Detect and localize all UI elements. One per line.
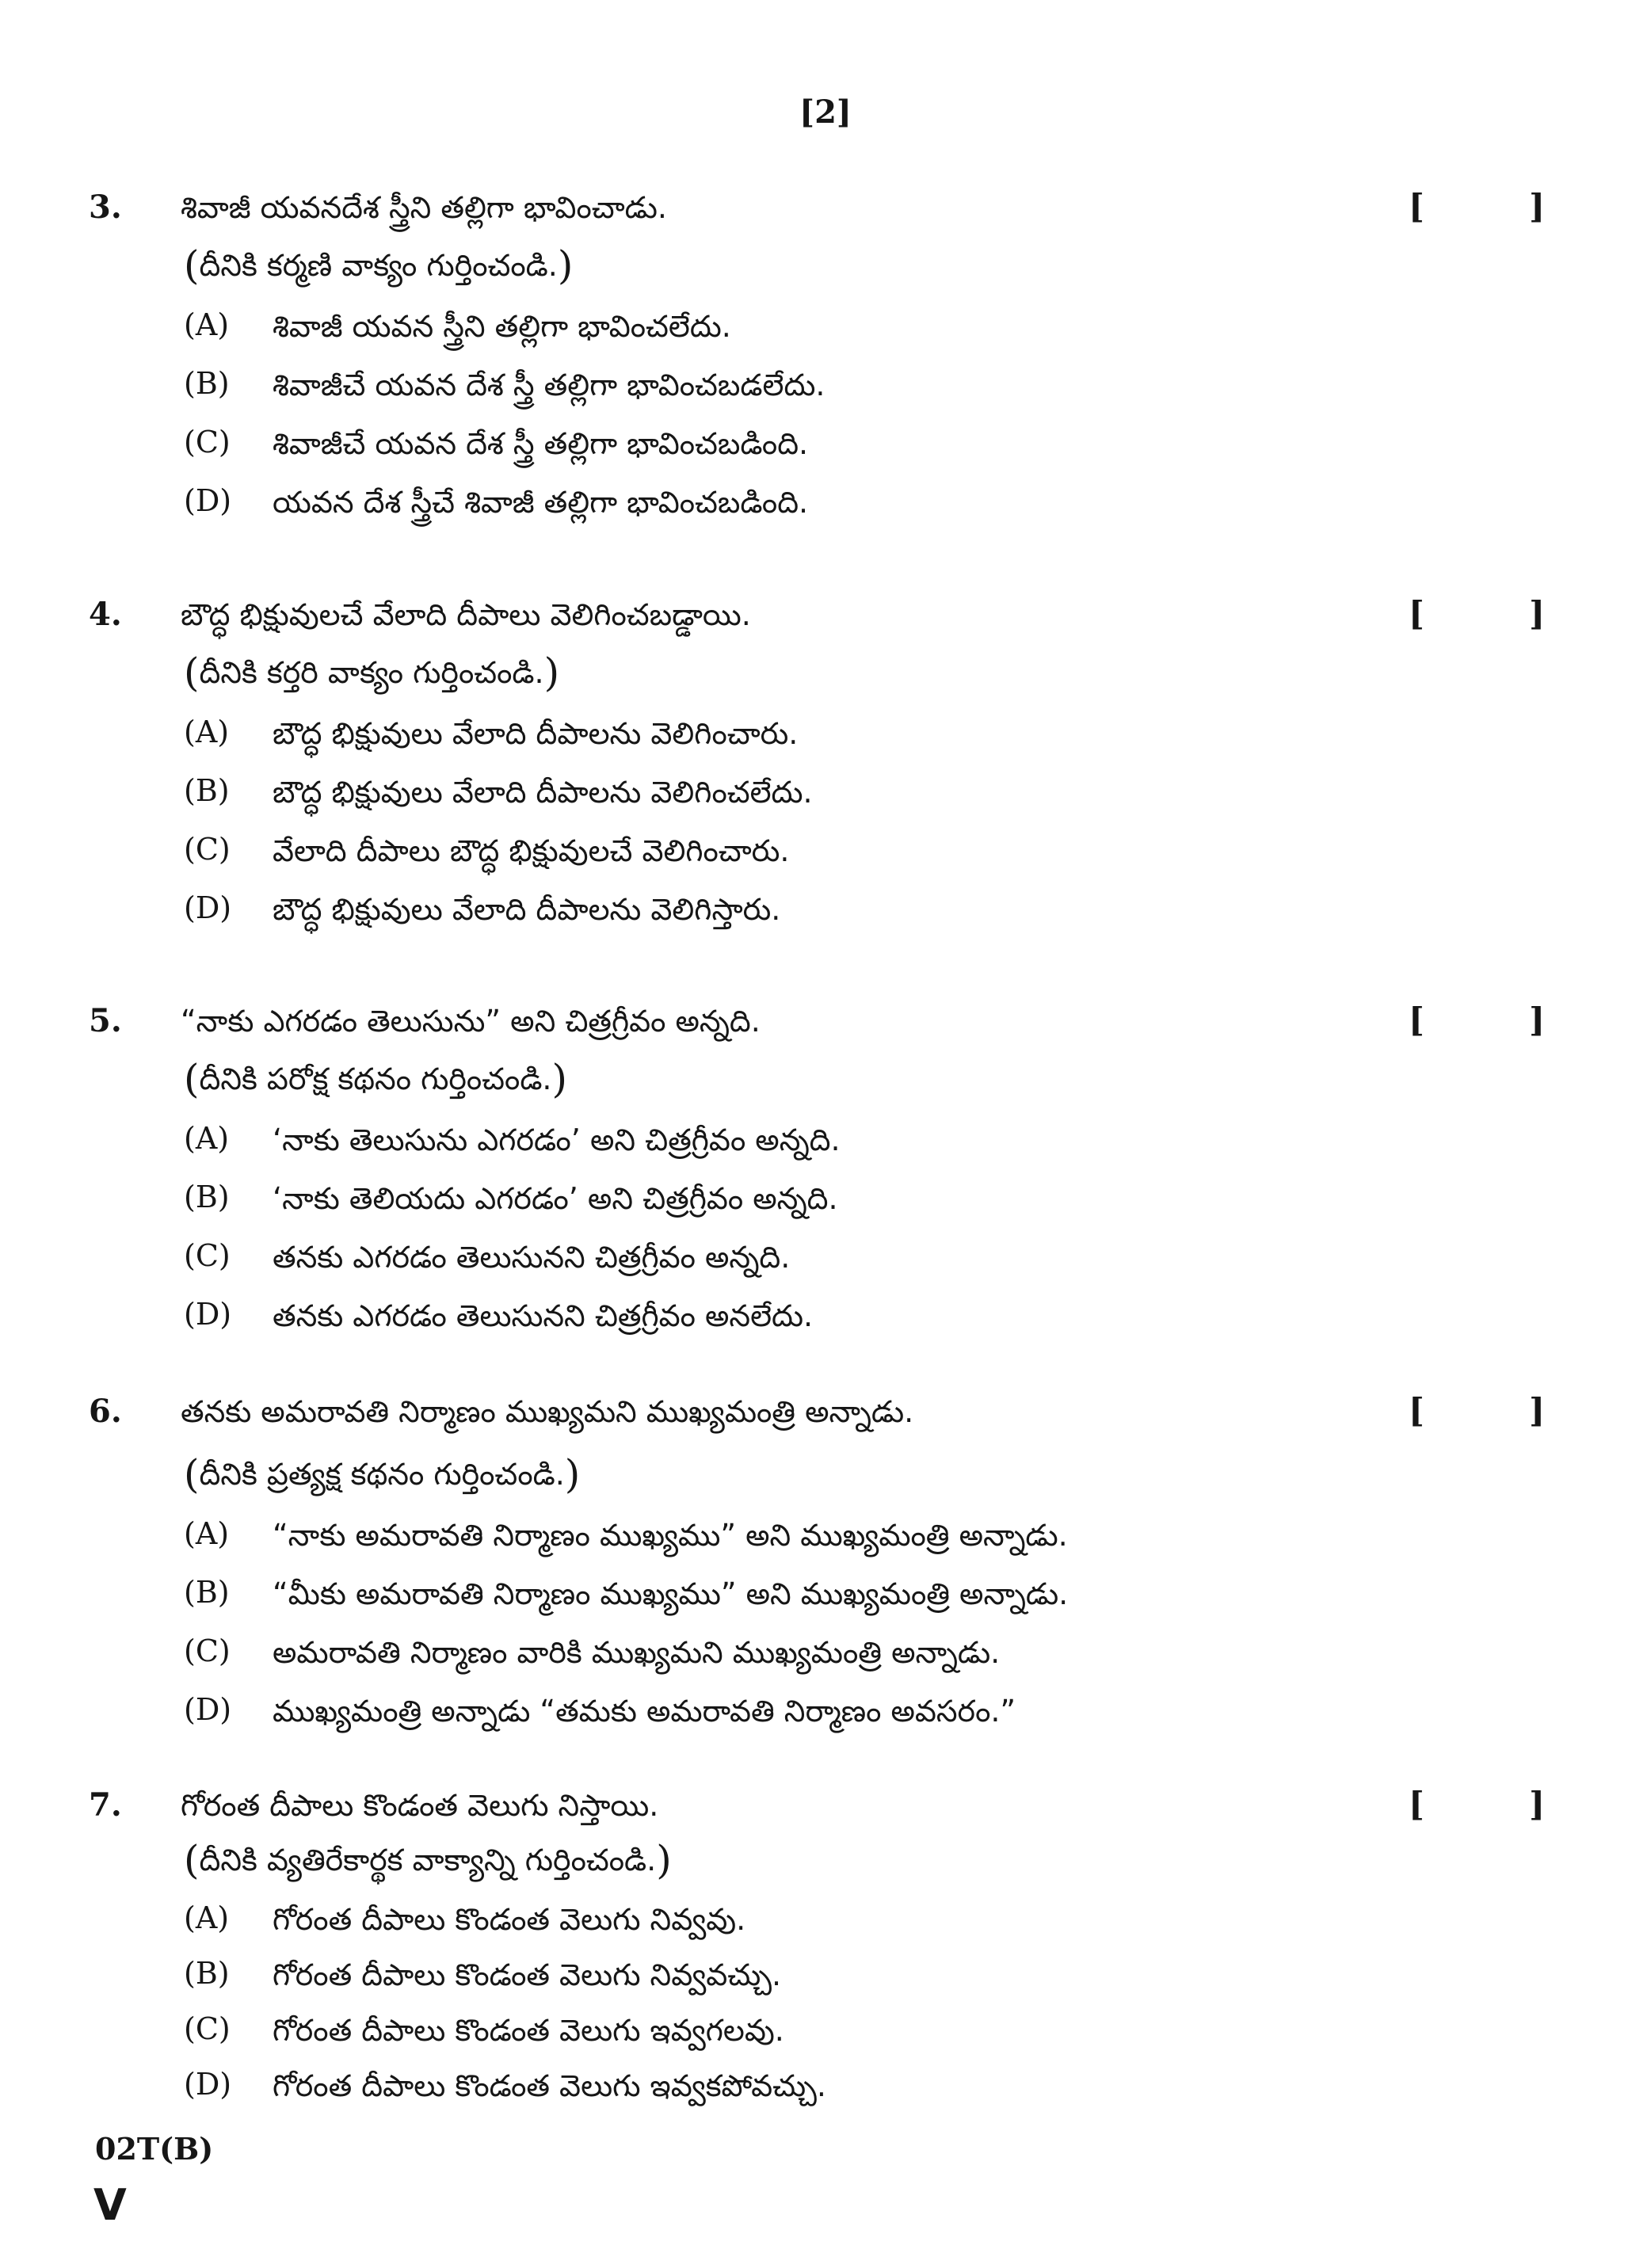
instruction-text: దీనికి పరోక్ష కథనం గుర్తించండి. <box>199 1062 552 1096</box>
question-instruction: (దీనికి కర్మణి వాక్యం గుర్తించండి.) <box>184 242 574 288</box>
option-letter: (A) <box>184 1516 230 1551</box>
answer-box[interactable] <box>1409 187 1545 226</box>
option-text: శివాజీచే యవన దేశ స్త్రీ తల్లిగా భావించబడింది. <box>273 426 809 461</box>
option-letter: (B) <box>184 1180 230 1214</box>
option-letter: (C) <box>184 1633 231 1668</box>
option-letter: (A) <box>184 1900 230 1935</box>
option-text: బౌద్ధ భిక్షువులు వేలాది దీపాలను వెలిగించలేదు. <box>273 775 813 810</box>
option-text: తనకు ఎగరడం తెలుసునని చిత్రగ్రీవం అన్నది. <box>273 1240 791 1275</box>
answer-bracket-open: [ <box>1409 1391 1424 1430</box>
instruction-text: దీనికి కర్తరి వాక్యం గుర్తించండి. <box>199 655 544 690</box>
question-header <box>0 1385 1651 1443</box>
question-stem: శివాజీ యవనదేశ స్త్రీని తల్లిగా భావించాడు. <box>181 190 667 225</box>
option-text: ముఖ్యమంత్రి అన్నాడు “తమకు అమరావతి నిర్మాణం అవసరం.” <box>273 1694 1016 1729</box>
option-text: గోరంత దీపాలు కొండంత వెలుగు నివ్వవచ్చు. <box>273 1957 782 1992</box>
page-number: [2] <box>799 93 852 131</box>
option-text: గోరంత దీపాలు కొండంత వెలుగు నివ్వవు. <box>273 1902 746 1937</box>
instruction-text: దీనికి ప్రత్యక్ష కథనం గుర్తించండి. <box>199 1457 565 1492</box>
question-number: 7. <box>89 1786 122 1824</box>
answer-bracket-open: [ <box>1409 1785 1424 1824</box>
instruction-text: దీనికి కర్మణి వాక్యం గుర్తించండి. <box>199 248 558 283</box>
option-letter: (D) <box>184 483 232 518</box>
option-letter: (B) <box>184 1956 230 1991</box>
option-letter: (C) <box>184 425 231 459</box>
question-number: 6. <box>89 1393 122 1430</box>
question-stem: “నాకు ఎగరడం తెలుసును” అని చిత్రగ్రీవం అన్నది. <box>181 1004 761 1039</box>
option-text: ‘నాకు తెలియదు ఎగరడం’ అని చిత్రగ్రీవం అన్నది. <box>273 1181 838 1216</box>
option-text: వేలాది దీపాలు బౌద్ధ భిక్షువులచే వెలిగించారు. <box>273 833 790 868</box>
option-letter: (C) <box>184 832 231 867</box>
question-instruction: (దీనికి పరోక్ష కథనం గుర్తించండి.) <box>184 1056 568 1102</box>
option-text: అమరావతి నిర్మాణం వారికి ముఖ్యమని ముఖ్యమంత్రి అన్నాడు. <box>273 1635 1001 1670</box>
option-letter: (C) <box>184 1238 231 1273</box>
answer-bracket-open: [ <box>1409 187 1424 226</box>
option-text: బౌద్ధ భిక్షువులు వేలాది దీపాలను వెలిగిస్తారు. <box>273 892 781 927</box>
option-letter: (C) <box>184 2011 231 2046</box>
question-number: 5. <box>89 1002 122 1039</box>
question-header <box>0 181 1651 239</box>
instruction-text: దీనికి వ్యతిరేకార్థక వాక్యాన్ని గుర్తించండి. <box>199 1843 657 1877</box>
question-instruction: (దీనికి కర్తరి వాక్యం గుర్తించండి.) <box>184 650 560 696</box>
answer-box[interactable] <box>1409 1391 1545 1430</box>
answer-bracket-close: ] <box>1529 1001 1545 1039</box>
question-instruction: (దీనికి ప్రత్యక్ష కథనం గుర్తించండి.) <box>184 1451 581 1497</box>
option-letter: (D) <box>184 890 232 925</box>
answer-bracket-open: [ <box>1409 594 1424 633</box>
answer-bracket-close: ] <box>1529 594 1545 633</box>
answer-bracket-open: [ <box>1409 1001 1424 1039</box>
option-text: “మీకు అమరావతి నిర్మాణం ముఖ్యము” అని ముఖ్యమంత్రి అన్నాడు. <box>273 1576 1069 1611</box>
option-text: గోరంత దీపాలు కొండంత వెలుగు ఇవ్వగలవు. <box>273 2013 784 2048</box>
question-stem: గోరంత దీపాలు కొండంత వెలుగు నిస్తాయి. <box>181 1788 659 1823</box>
question-instruction: (దీనికి వ్యతిరేకార్థక వాక్యాన్ని గుర్తించండి.) <box>184 1837 672 1883</box>
option-letter: (D) <box>184 2067 232 2102</box>
answer-bracket-close: ] <box>1529 1785 1545 1824</box>
answer-box[interactable] <box>1409 594 1545 633</box>
set-label: V <box>93 2180 127 2230</box>
option-letter: (D) <box>184 1297 232 1332</box>
question-number: 3. <box>89 189 122 226</box>
option-text: శివాజీచే యవన దేశ స్త్రీ తల్లిగా భావించబడలేదు. <box>273 368 826 402</box>
question-stem: బౌద్ధ భిక్షువులచే వేలాది దీపాలు వెలిగించబడ్డాయి. <box>181 597 751 632</box>
question-stem: తనకు అమరావతి నిర్మాణం ముఖ్యమని ముఖ్యమంత్రి అన్నాడు. <box>181 1394 914 1429</box>
paper-code: 02T(B) <box>95 2131 214 2167</box>
option-text: బౌద్ధ భిక్షువులు వేలాది దీపాలను వెలిగించారు. <box>273 716 799 751</box>
option-text: ‘నాకు తెలుసును ఎగరడం’ అని చిత్రగ్రీవం అన్నది. <box>273 1123 841 1157</box>
option-letter: (B) <box>184 1575 230 1610</box>
option-text: గోరంత దీపాలు కొండంత వెలుగు ఇవ్వకపోవచ్చు. <box>273 2068 826 2103</box>
answer-box[interactable] <box>1409 1001 1545 1039</box>
answer-box[interactable] <box>1409 1785 1545 1824</box>
option-letter: (A) <box>184 715 230 749</box>
answer-bracket-close: ] <box>1529 1391 1545 1430</box>
option-text: “నాకు అమరావతి నిర్మాణం ముఖ్యము” అని ముఖ్యమంత్రి అన్నాడు. <box>273 1518 1068 1553</box>
option-letter: (B) <box>184 773 230 808</box>
question-number: 4. <box>89 596 122 633</box>
option-letter: (A) <box>184 307 230 342</box>
question-header <box>0 588 1651 646</box>
answer-bracket-close: ] <box>1529 187 1545 226</box>
question-header <box>0 994 1651 1053</box>
question-header <box>0 1778 1651 1837</box>
option-text: శివాజీ యవన స్త్రీని తల్లిగా భావించలేదు. <box>273 309 731 344</box>
option-text: యవన దేశ స్త్రీచే శివాజీ తల్లిగా భావించబడింది. <box>273 485 809 520</box>
option-letter: (A) <box>184 1121 230 1156</box>
option-letter: (D) <box>184 1692 232 1727</box>
option-text: తనకు ఎగరడం తెలుసునని చిత్రగ్రీవం అనలేదు. <box>273 1298 814 1333</box>
option-letter: (B) <box>184 366 230 401</box>
